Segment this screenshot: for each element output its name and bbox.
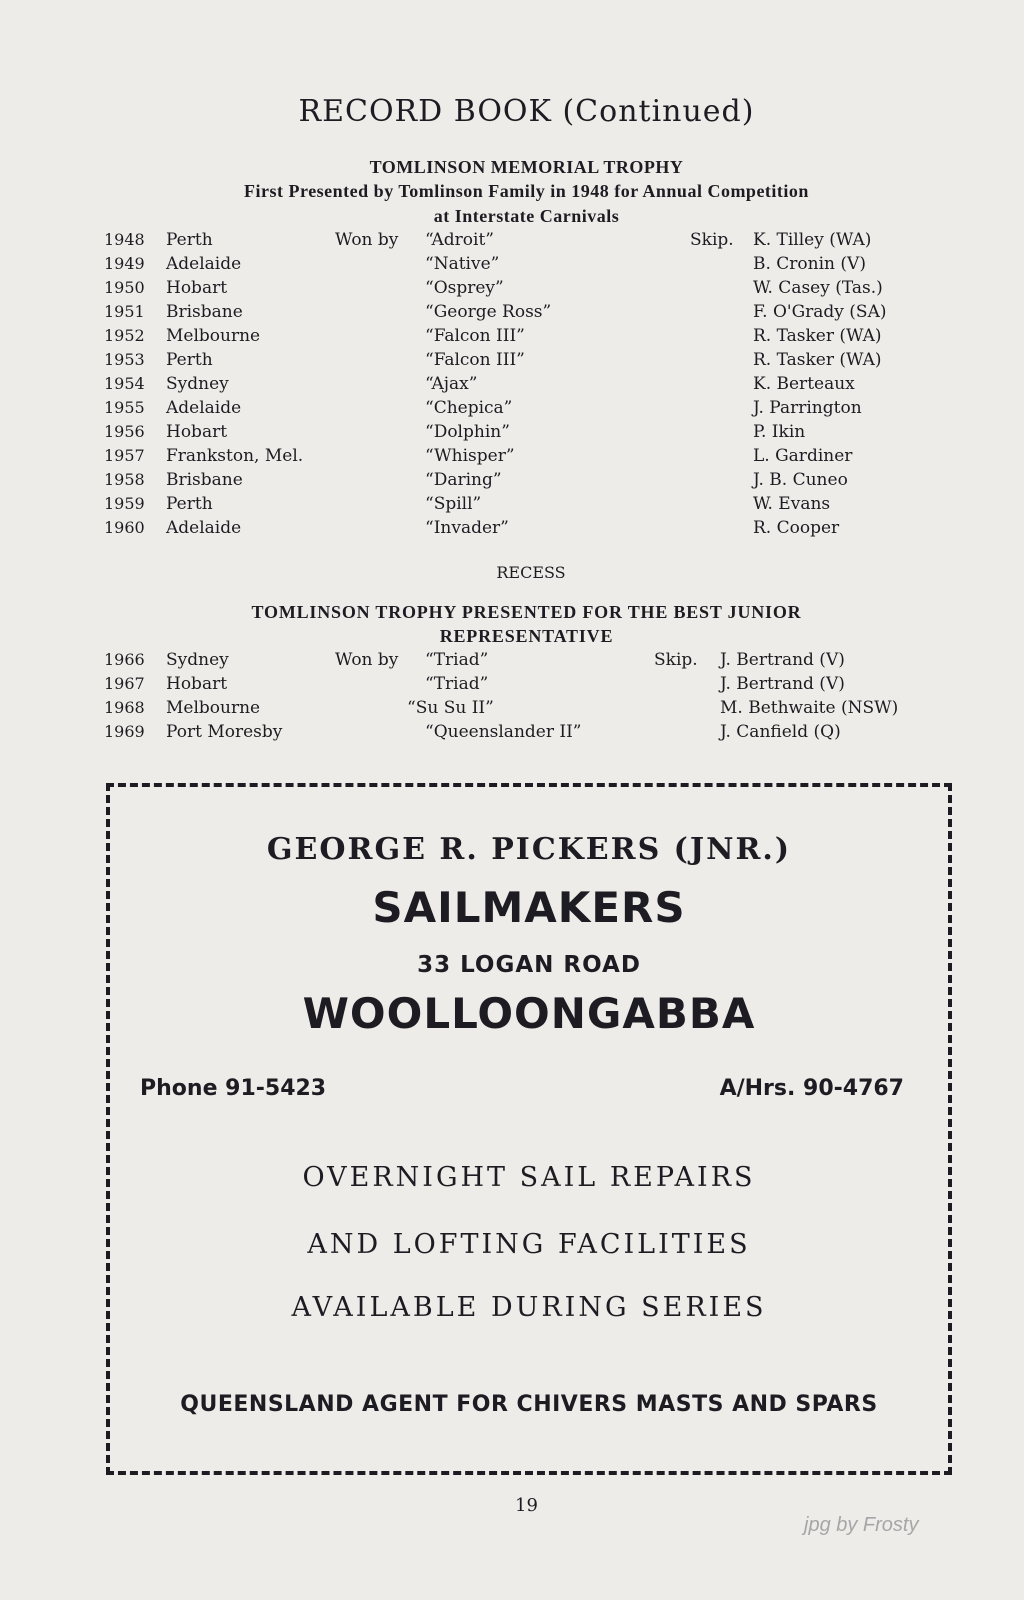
place-cell: Brisbane [166, 302, 243, 322]
junior-trophy-heading: TOMLINSON TROPHY PRESENTED FOR THE BEST JUNIOR [251, 602, 802, 622]
advert-suburb: WOOLLOONGABBA [302, 989, 756, 1038]
boat-cell: “Whisper” [425, 446, 515, 466]
boat-cell: “Triad” [425, 650, 489, 670]
place-cell: Adelaide [166, 518, 242, 538]
table-row [0, 674, 1024, 698]
place-cell: Melbourne [166, 326, 261, 346]
place-cell: Hobart [166, 422, 228, 442]
scan-credit-watermark: jpg by Frosty [804, 1514, 919, 1536]
skip-label: Skip. [690, 230, 734, 250]
table-row [0, 722, 1024, 746]
trophy-name: TOMLINSON MEMORIAL TROPHY [369, 157, 684, 177]
sailmaker-advertisement [106, 783, 952, 1475]
skipper-cell: J. Canfield (Q) [720, 722, 841, 742]
table-row [0, 374, 1024, 398]
year-cell: 1948 [104, 230, 145, 249]
skipper-cell: R. Tasker (WA) [753, 350, 882, 370]
skipper-cell: J. Parrington [753, 398, 862, 418]
trophy-description-continued: at Interstate Carnivals [433, 206, 620, 226]
year-cell: 1967 [104, 674, 145, 693]
table-row [0, 302, 1024, 326]
boat-cell: “Chepica” [425, 398, 513, 418]
boat-cell: “Invader” [425, 518, 509, 538]
year-cell: 1949 [104, 254, 145, 273]
table-row [0, 230, 1024, 254]
recess-note: RECESS [496, 563, 566, 582]
year-cell: 1956 [104, 422, 145, 441]
junior-trophy-heading-continued: REPRESENTATIVE [439, 626, 614, 646]
boat-cell: “Falcon III” [425, 350, 525, 370]
boat-cell: “Native” [425, 254, 500, 274]
table-row [0, 254, 1024, 278]
skipper-cell: L. Gardiner [753, 446, 853, 466]
year-cell: 1952 [104, 326, 145, 345]
year-cell: 1954 [104, 374, 145, 393]
skipper-cell: B. Cronin (V) [753, 254, 866, 274]
advert-service-line: AND LOFTING FACILITIES [307, 1229, 751, 1260]
skipper-cell: J. Bertrand (V) [720, 674, 845, 694]
page-title: RECORD BOOK (Continued) [298, 94, 755, 129]
advert-service-line: OVERNIGHT SAIL REPAIRS [302, 1162, 756, 1193]
table-row [0, 518, 1024, 542]
table-row [0, 278, 1024, 302]
year-cell: 1966 [104, 650, 145, 669]
table-row [0, 650, 1024, 674]
year-cell: 1968 [104, 698, 145, 717]
year-cell: 1958 [104, 470, 145, 489]
year-cell: 1969 [104, 722, 145, 741]
won-by-label: Won by [335, 650, 399, 670]
place-cell: Sydney [166, 374, 229, 394]
skip-label: Skip. [654, 650, 698, 670]
place-cell: Adelaide [166, 254, 242, 274]
table-row [0, 698, 1024, 722]
table-row [0, 326, 1024, 350]
skipper-cell: J. B. Cuneo [753, 470, 848, 490]
table-row [0, 446, 1024, 470]
skipper-cell: K. Tilley (WA) [753, 230, 872, 250]
boat-cell: “Dolphin” [425, 422, 510, 442]
year-cell: 1950 [104, 278, 145, 297]
skipper-cell: J. Bertrand (V) [720, 650, 845, 670]
skipper-cell: W. Casey (Tas.) [753, 278, 883, 298]
place-cell: Hobart [166, 278, 228, 298]
skipper-cell: M. Bethwaite (NSW) [720, 698, 899, 718]
skipper-cell: K. Berteaux [753, 374, 855, 394]
place-cell: Port Moresby [166, 722, 283, 742]
skipper-cell: P. Ikin [753, 422, 806, 442]
boat-cell: “Queenslander II” [425, 722, 582, 742]
place-cell: Perth [166, 230, 213, 250]
boat-cell: “Triad” [425, 674, 489, 694]
skipper-cell: R. Tasker (WA) [753, 326, 882, 346]
table-row [0, 398, 1024, 422]
boat-cell: “George Ross” [425, 302, 552, 322]
trophy-description: First Presented by Tomlinson Family in 1948 for Annual Competition [244, 181, 809, 201]
place-cell: Hobart [166, 674, 228, 694]
year-cell: 1955 [104, 398, 145, 417]
advert-after-hours-phone: A/Hrs. 90-4767 [719, 1076, 904, 1101]
place-cell: Perth [166, 494, 213, 514]
place-cell: Frankston, Mel. [166, 446, 304, 466]
advert-agent-line: QUEENSLAND AGENT FOR CHIVERS MASTS AND SPARS [180, 1392, 878, 1417]
year-cell: 1959 [104, 494, 145, 513]
table-row [0, 470, 1024, 494]
year-cell: 1957 [104, 446, 145, 465]
place-cell: Adelaide [166, 398, 242, 418]
advert-trade: SAILMAKERS [372, 883, 686, 932]
place-cell: Melbourne [166, 698, 261, 718]
won-by-label: Won by [335, 230, 399, 250]
boat-cell: “Ajax” [425, 374, 478, 394]
advert-service-line: AVAILABLE DURING SERIES [291, 1292, 767, 1323]
table-row [0, 422, 1024, 446]
boat-cell: “Falcon III” [425, 326, 525, 346]
boat-cell: “Spill” [425, 494, 482, 514]
boat-cell: “Su Su II” [407, 698, 494, 718]
advert-street-address: 33 LOGAN ROAD [417, 952, 641, 978]
place-cell: Sydney [166, 650, 229, 670]
skipper-cell: F. O'Grady (SA) [753, 302, 887, 322]
year-cell: 1960 [104, 518, 145, 537]
advert-phone: Phone 91-5423 [140, 1076, 327, 1101]
table-row [0, 350, 1024, 374]
page-number: 19 [515, 1495, 538, 1516]
place-cell: Perth [166, 350, 213, 370]
boat-cell: “Daring” [425, 470, 502, 490]
boat-cell: “Adroit” [425, 230, 494, 250]
year-cell: 1951 [104, 302, 145, 321]
boat-cell: “Osprey” [425, 278, 504, 298]
advert-business-name: GEORGE R. PICKERS (JNR.) [266, 832, 792, 867]
skipper-cell: R. Cooper [753, 518, 840, 538]
skipper-cell: W. Evans [753, 494, 831, 514]
year-cell: 1953 [104, 350, 145, 369]
place-cell: Brisbane [166, 470, 243, 490]
table-row [0, 494, 1024, 518]
